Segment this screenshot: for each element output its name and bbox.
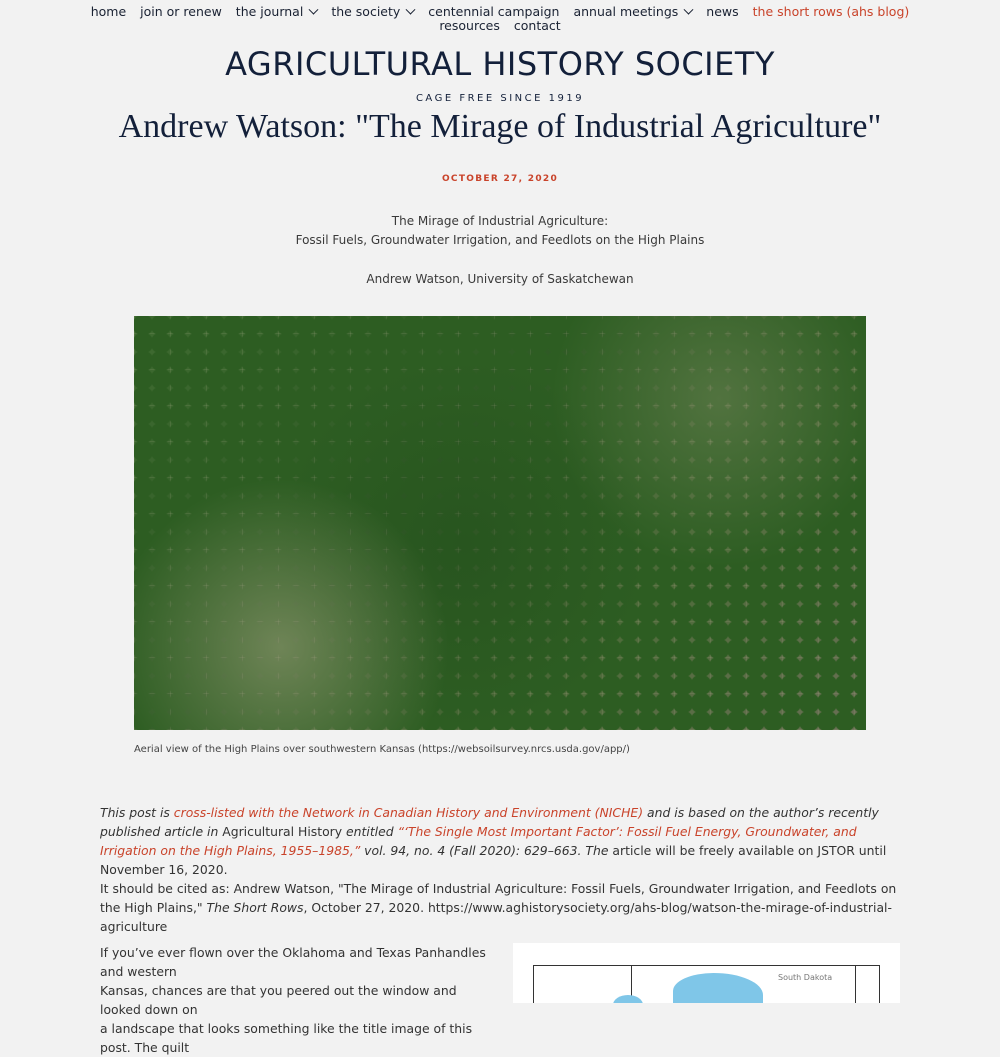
- nav-label: annual meetings: [573, 4, 679, 19]
- nav-label: the short rows (ahs blog): [752, 4, 910, 19]
- nav-label: join or renew: [140, 4, 222, 19]
- nav-item-news[interactable]: [706, 5, 738, 19]
- main-nav: [0, 5, 1000, 33]
- site-tagline: CAGE FREE SINCE 1919: [415, 93, 585, 104]
- text-span: vol. 94, no. 4 (Fall 2020): 629–663. The: [360, 843, 609, 858]
- nav-item-contact[interactable]: [514, 19, 561, 33]
- niche-link[interactable]: cross-listed with the Network in Canadian History and Environment (NICHE): [173, 805, 644, 820]
- nav-label: home: [90, 4, 127, 19]
- map-state-border: [855, 965, 856, 1003]
- nav-label: resources: [439, 18, 500, 33]
- aerial-image: [134, 316, 866, 730]
- text-line: Kansas, chances are that you peered out the window and looked down on: [100, 983, 457, 1017]
- nav-label: contact: [513, 18, 561, 33]
- post-date[interactable]: OCTOBER 27, 2020: [441, 174, 559, 184]
- high-plains-map: [513, 943, 900, 1003]
- text-span: This post is: [100, 805, 174, 820]
- article-author: Andrew Watson, University of Saskatchewan: [366, 272, 634, 286]
- site-title[interactable]: AGRICULTURAL HISTORY SOCIETY: [225, 45, 775, 83]
- article-subtitle-line2: Fossil Fuels, Groundwater Irrigation, and Feedlots on the High Plains: [295, 233, 705, 247]
- nav-item-resources[interactable]: [439, 19, 500, 33]
- nav-item-annual-meetings[interactable]: [573, 5, 692, 19]
- nav-row-2: [0, 19, 1000, 33]
- text-line: If you’ve ever flown over the Oklahoma and Texas Panhandles and western: [100, 945, 486, 979]
- article-subtitle-line1: The Mirage of Industrial Agriculture:: [391, 214, 609, 228]
- text-span: , October 27, 2020. https://www.aghistorysociety.org/ahs-blog/watson-the-mirage-of-industrial-agriculture: [100, 900, 892, 934]
- text-span: It should be cited as: Andrew Watson, "The Mirage of Industrial Agriculture: Fossil Fuels, Groundwater Irrigation, and Feedlots on the High Plains,": [100, 881, 897, 915]
- nav-label: news: [706, 4, 739, 19]
- nav-item-journal[interactable]: [236, 5, 318, 19]
- nav-item-home[interactable]: [91, 5, 126, 19]
- intro-paragraph: [100, 803, 900, 879]
- nav-item-join[interactable]: [140, 5, 222, 19]
- text-span: and is based on the author’s recently published article in: [100, 805, 879, 839]
- text-span: article will be freely available on JSTOR until November 16, 2020.: [100, 843, 887, 877]
- chevron-down-icon: [406, 4, 416, 14]
- nav-item-centennial[interactable]: [428, 5, 559, 19]
- nav-label: the society: [331, 4, 401, 19]
- nav-label: the journal: [235, 4, 304, 19]
- post-title: Andrew Watson: "The Mirage of Industrial Agriculture": [118, 108, 882, 145]
- nav-item-society[interactable]: [331, 5, 414, 19]
- citation-paragraph: [100, 879, 900, 936]
- nav-label: centennial campaign: [428, 4, 560, 19]
- journal-name: Agricultural History: [222, 824, 343, 839]
- article-link[interactable]: “‘The Single Most Important Factor’: Fossil Fuel Energy, Groundwater, and Irrigation on the High Plains, 1955–1985,”: [100, 824, 857, 858]
- map-label: South Dakota: [778, 973, 833, 982]
- body-paragraph: [100, 943, 490, 1057]
- chevron-down-icon: [684, 4, 694, 14]
- image-caption: Aerial view of the High Plains over southwestern Kansas (https://websoilsurvey.nrcs.usda.gov/app/): [134, 744, 630, 755]
- text-line: a landscape that looks something like the title image of this post. The quilt: [100, 1021, 473, 1055]
- chevron-down-icon: [309, 4, 319, 14]
- nav-item-blog[interactable]: [753, 5, 910, 19]
- nav-row-1: [0, 5, 1000, 19]
- text-span: entitled: [342, 824, 398, 839]
- blog-name: The Short Rows: [206, 900, 304, 915]
